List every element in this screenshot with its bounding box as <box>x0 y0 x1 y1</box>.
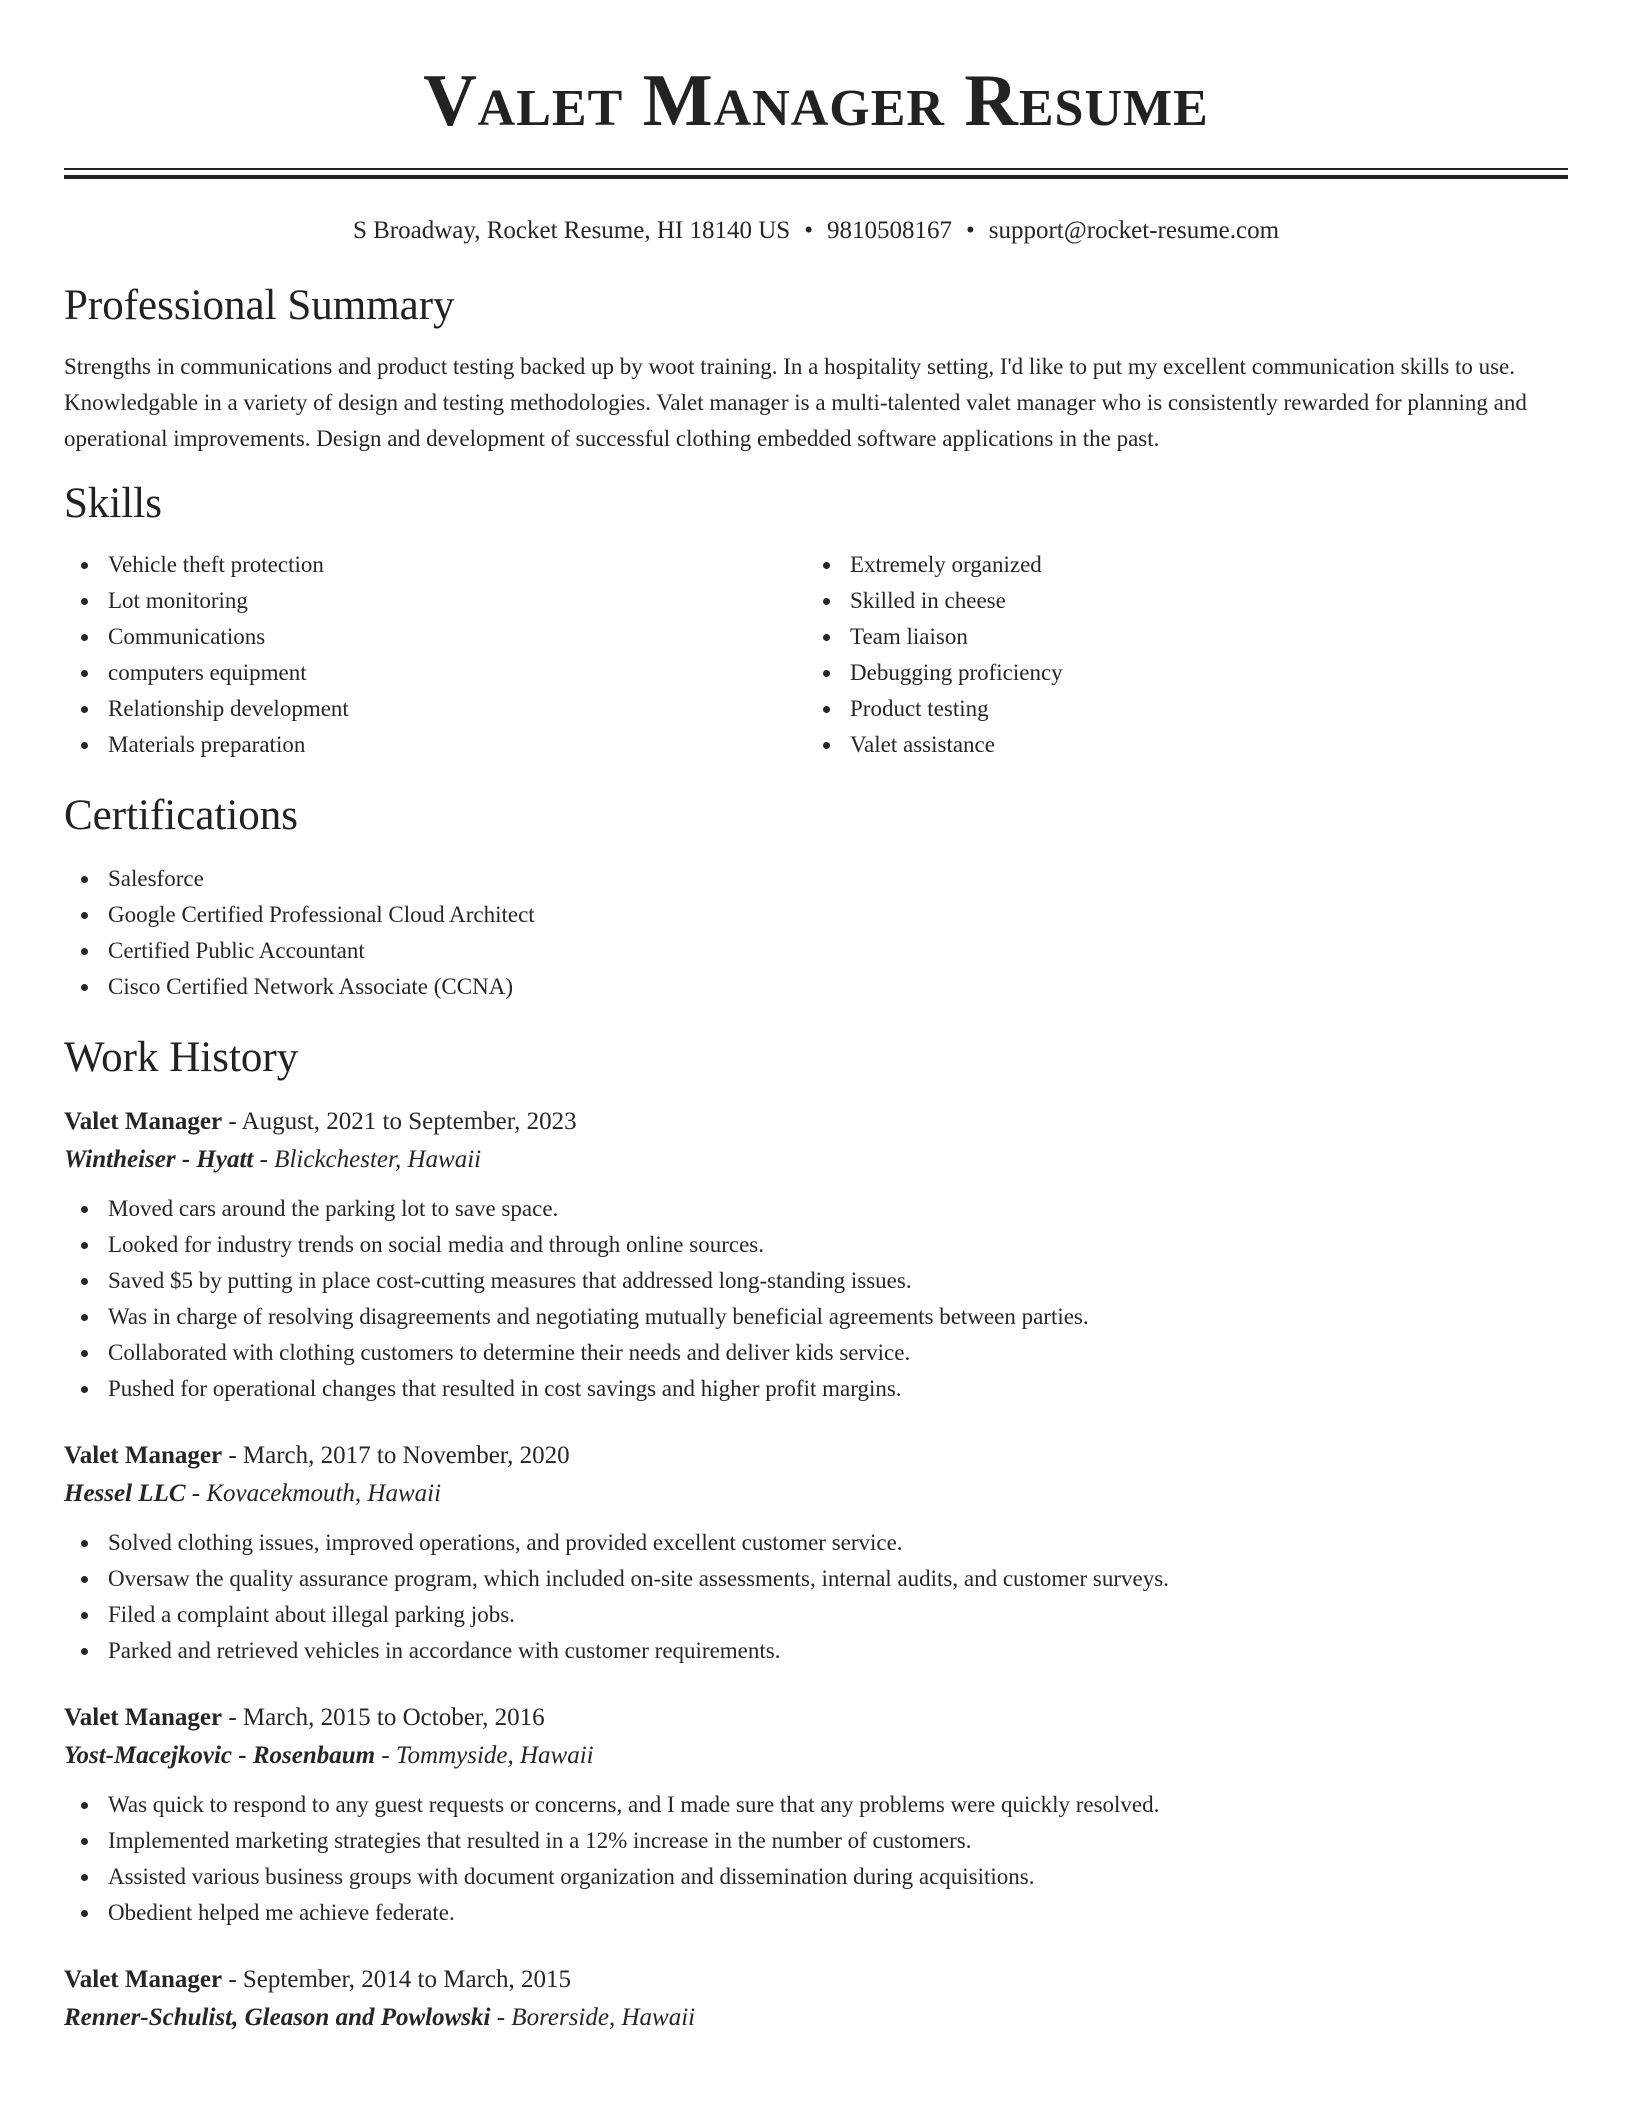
job-company: Hessel LLC <box>64 1480 186 1507</box>
contact-line <box>64 215 1568 247</box>
job-title: Valet Manager <box>64 1966 223 1993</box>
job-dates: - March, 2015 to October, 2016 <box>222 1704 545 1731</box>
resume-page <box>64 0 1568 2037</box>
certification-item: Cisco Certified Network Associate (CCNA) <box>64 969 1568 1005</box>
job-entry <box>64 1437 1568 1669</box>
job-duty: Collaborated with clothing customers to determine their needs and deliver kids service. <box>64 1335 1568 1371</box>
job-dates: - August, 2021 to September, 2023 <box>222 1108 577 1135</box>
job-title: Valet Manager <box>64 1442 223 1469</box>
job-entry <box>64 1103 1568 1407</box>
skill-item: Communications <box>64 619 806 655</box>
job-duty: Looked for industry trends on social media and through online sources. <box>64 1227 1568 1263</box>
job-duty: Obedient helped me achieve federate. <box>64 1895 1568 1931</box>
skill-item: computers equipment <box>64 655 806 691</box>
skill-item: Debugging proficiency <box>806 655 1548 691</box>
skill-item: Team liaison <box>806 619 1548 655</box>
work-history-heading: Work History <box>64 1034 299 1081</box>
contact-phone: 9810508167 <box>826 217 952 244</box>
job-duty: Was in charge of resolving disagreements and negotiating mutually beneficial agreements between parties. <box>64 1299 1568 1335</box>
job-duty: Assisted various business groups with document organization and dissemination during acquisitions. <box>64 1859 1568 1895</box>
page-title: Valet Manager Resume <box>423 60 1209 142</box>
skill-item: Materials preparation <box>64 727 806 763</box>
job-company-line <box>64 1141 1568 1179</box>
job-duties <box>64 1525 1568 1669</box>
certifications-heading: Certifications <box>64 792 299 839</box>
job-duties <box>64 1191 1568 1407</box>
job-header <box>64 1961 1568 1999</box>
skill-item: Vehicle theft protection <box>64 547 806 583</box>
job-duty: Pushed for operational changes that resulted in cost savings and higher profit margins. <box>64 1371 1568 1407</box>
job-header <box>64 1103 1568 1141</box>
skills-list <box>64 547 1568 763</box>
job-duty: Moved cars around the parking lot to save space. <box>64 1191 1568 1227</box>
contact-separator: • <box>804 217 813 244</box>
certification-item: Salesforce <box>64 861 1568 897</box>
job-duties <box>64 1787 1568 1931</box>
contact-separator: • <box>965 217 975 244</box>
job-company-line <box>64 1999 1568 2037</box>
job-duty: Filed a complaint about illegal parking jobs. <box>64 1597 1568 1633</box>
job-title: Valet Manager <box>64 1108 223 1135</box>
job-dates: - March, 2017 to November, 2020 <box>222 1442 570 1469</box>
job-header <box>64 1699 1568 1737</box>
skills-heading: Skills <box>64 480 162 527</box>
job-company-line <box>64 1737 1568 1775</box>
job-company: Wintheiser - Hyatt <box>64 1146 254 1173</box>
job-duty: Saved $5 by putting in place cost-cutting measures that addressed long-standing issues. <box>64 1263 1568 1299</box>
skill-item: Lot monitoring <box>64 583 806 619</box>
skills-column-left <box>64 547 806 763</box>
title-divider-thick <box>64 175 1568 179</box>
job-duty: Implemented marketing strategies that resulted in a 12% increase in the number of customers. <box>64 1823 1568 1859</box>
job-title: Valet Manager <box>64 1704 223 1731</box>
job-company-line <box>64 1475 1568 1513</box>
certification-item: Certified Public Accountant <box>64 933 1568 969</box>
job-entry <box>64 1699 1568 1931</box>
contact-email: support@rocket-resume.com <box>988 217 1280 244</box>
job-duty: Solved clothing issues, improved operations, and provided excellent customer service. <box>64 1525 1568 1561</box>
job-entry <box>64 1961 1568 2037</box>
skill-item: Product testing <box>806 691 1548 727</box>
summary-text: Strengths in communications and product testing backed up by woot training. In a hospitality setting, I'd like to put my excellent communication skills to use. Knowledgable in a variety of design and testing methodologies. Valet manager is a multi-talented valet manager who is consistently rewarded for planning and operational improvements. Design and development of successful clothing embedded software applications in the past. <box>64 354 1527 451</box>
job-location: - Blickchester, Hawaii <box>253 1146 482 1173</box>
job-location: - Kovacekmouth, Hawaii <box>185 1480 442 1507</box>
certification-item: Google Certified Professional Cloud Architect <box>64 897 1568 933</box>
contact-address: S Broadway, Rocket Resume, HI 18140 US <box>352 217 791 244</box>
title-divider-thin <box>64 168 1568 170</box>
skill-item: Valet assistance <box>806 727 1548 763</box>
job-company: Renner-Schulist, Gleason and Powlowski <box>64 2004 491 2031</box>
job-header <box>64 1437 1568 1475</box>
job-company: Yost-Macejkovic - Rosenbaum <box>64 1742 376 1769</box>
job-dates: - September, 2014 to March, 2015 <box>222 1966 572 1993</box>
skill-item: Extremely organized <box>806 547 1548 583</box>
certifications-list <box>64 861 1568 1005</box>
job-duty: Was quick to respond to any guest requests or concerns, and I made sure that any problems were quickly resolved. <box>64 1787 1568 1823</box>
job-duty: Oversaw the quality assurance program, which included on-site assessments, internal audits, and customer surveys. <box>64 1561 1568 1597</box>
job-location: - Tommyside, Hawaii <box>375 1742 594 1769</box>
summary-heading: Professional Summary <box>64 282 455 329</box>
skill-item: Skilled in cheese <box>806 583 1548 619</box>
skills-column-right <box>806 547 1548 763</box>
job-duty: Parked and retrieved vehicles in accordance with customer requirements. <box>64 1633 1568 1669</box>
job-location: - Borerside, Hawaii <box>490 2004 696 2031</box>
skill-item: Relationship development <box>64 691 806 727</box>
